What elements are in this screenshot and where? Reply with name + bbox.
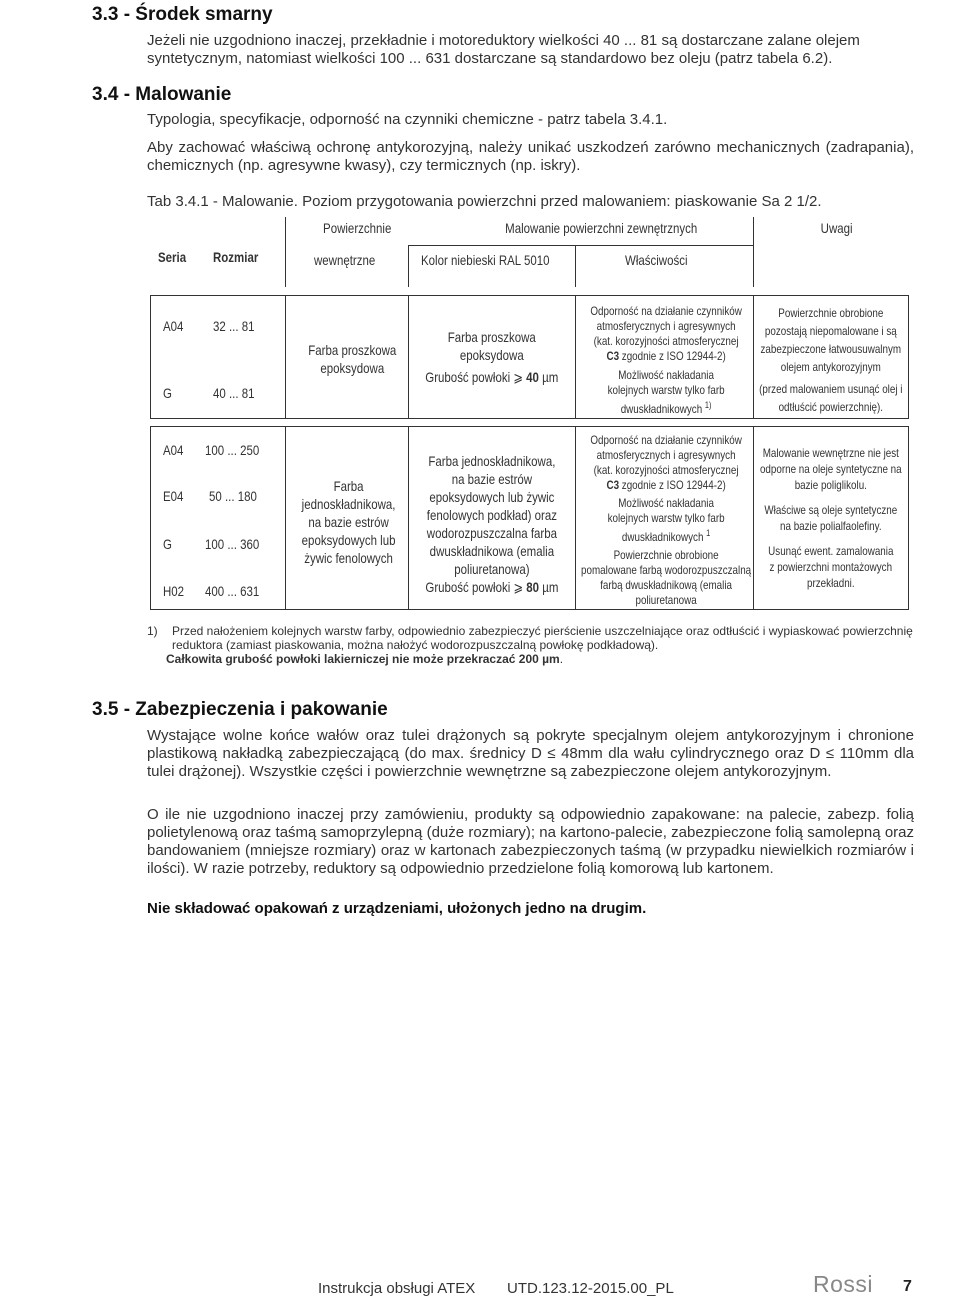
- header-malowanie: Malowanie powierzchni zewnętrznych: [505, 220, 698, 236]
- r1-external: Farba proszkowa epoksydowa Grubość powłoki ⩾ 40 µm: [425, 329, 559, 385]
- header-powierzchnie: Powierzchnie: [323, 220, 392, 236]
- r2-size-2: 50 ... 180: [209, 488, 257, 504]
- r1-size-2: 40 ... 81: [213, 385, 255, 401]
- section-3-3-heading: 3.3 - Środek smarny: [92, 4, 273, 25]
- header-seria: Seria: [158, 249, 187, 265]
- section-3-5-p3: Nie składować opakowań z urządzeniami, ułożonych jedno na drugim.: [147, 900, 647, 917]
- footnote-text: Przed nałożeniem kolejnych warstw farby, odpowiednio zabezpieczyć pierścienie uszczelniające oraz odtłuścić i wypiaskować powierzchnię reduktora (zamiast piaskowania, można nałożyć wodorozpuszczalną powłokę podkładową).: [172, 624, 913, 652]
- footnote-number: 1): [147, 624, 158, 638]
- r2-notes: Malowanie wewnętrzne nie jest odporne na oleje syntetyczne na bazie poliglikolu. Właściwe są oleje syntetyczne na bazie polialfaolefiny. Usunąć ewent. zamalowania z powierzchni montażowych przekładni.: [759, 446, 902, 590]
- section-3-3-text: Jeżeli nie uzgodniono inaczej, przekładnie i motoreduktory wielkości 40 ... 81 są dostarczane zalane olejem syntetycznym, natomiast wielkości 100 ... 631 dostarczane są standardowo bez oleju (patrz tabela 6.2).: [147, 32, 860, 67]
- section-3-5-p2: O ile nie uzgodniono inaczej przy zamówieniu, produkty są odpowiednio zapakowane: na palecie, zabezp. folią polietylenową oraz taśmą samoprzylepną (duże rozmiary); na kartono-palecie, zabezpieczone folią samolepną oraz bandowaniem (mniejsze rozmiary) oraz w kartonach zabezpieczonych taśmą (w przypadku niewielkich rozmiarów i ilości). W razie potrzeby, reduktory są odpowiednio przedzielone folią komorową lub kartonem.: [147, 806, 914, 877]
- r2-external: Farba jednoskładnikowa, na bazie estrów epoksydowych lub żywic fenolowych podkład) oraz wodorozpuszczalna farba dwuskładnikowa (emalia poliuretanowa) Grubość powłoki ⩾ 80 µm: [425, 453, 559, 595]
- footnote: [147, 624, 922, 666]
- r1-size-1: 32 ... 81: [213, 318, 255, 334]
- r1-notes: Powierzchnie obrobione pozostają niepomalowane i są zabezpieczone łatwousuwalnym olejem antykorozyjnym (przed malowaniem usunąć olej i odtłuścić powierzchnię).: [759, 306, 903, 414]
- header-rozmiar: Rozmiar: [213, 249, 259, 265]
- footnote-bold: Całkowita grubość powłoki lakierniczej nie może przekraczać 200 µm.: [166, 652, 564, 666]
- r2-series-2: E04: [163, 488, 184, 504]
- footer-doc-title: Instrukcja obsługi ATEX: [318, 1280, 476, 1297]
- r2-properties: Odporność na działanie czynników atmosferycznych i agresywnych (kat. korozyjności atmosferycznej C3 zgodnie z ISO 12944-2) Możliwość nakładania kolejnych warstw tylko farb dwuskładnikowych $^1$ Powierzchnie obrobione pomalowane farbą wodorozpuszczalną farbą dwuskładnikową (emalia poliuretanowa: [581, 433, 752, 607]
- r2-size-4: 400 ... 631: [205, 583, 260, 599]
- r1-internal: Farba proszkowa epoksydowa: [308, 342, 397, 376]
- section-3-5-heading: 3.5 - Zabezpieczenia i pakowanie: [92, 699, 388, 720]
- section-3-4-heading: 3.4 - Malowanie: [92, 84, 232, 105]
- header-wlasciwosci: Właściwości: [625, 252, 688, 268]
- section-3-4-p1: Typologia, specyfikacje, odporność na czynniki chemiczne - patrz tabela 3.4.1.: [147, 111, 668, 128]
- r2-series-3: G: [163, 536, 172, 552]
- r1-series-1: A04: [163, 318, 184, 334]
- section-3-4-p2: Aby zachować właściwą ochronę antykorozyjną, należy unikać uszkodzeń zarówno mechanicznych (zadrapania), chemicznych (np. agresywne kwasy), czy termicznych (np. iskry).: [147, 139, 914, 174]
- header-wewnetrzne: wewnętrzne: [314, 252, 376, 268]
- footer-brand-logo: Rossi: [813, 1271, 874, 1297]
- r1-properties: Odporność na działanie czynników atmosferycznych i agresywnych (kat. korozyjności atmosferycznej C3 zgodnie z ISO 12944-2) Możliwość nakładania kolejnych warstw tylko farb dwuskładnikowych $^{1)}$: [590, 304, 742, 416]
- r2-series-1: A04: [163, 442, 184, 458]
- section-3-5-p1: Wystające wolne końce wałów oraz tulei drążonych są pokryte specjalnym olejem antykorozyjnym i chronione plastikową nakładką zabezpieczającą (do max. średnicy D ≤ 48mm dla wału cylindrycznego oraz D ≤ 110mm dla tulei drążonej). Wszystkie części i powierzchnie wewnętrzne są zabezpieczone olejem antykorozyjnym.: [147, 727, 914, 780]
- header-kolor: Kolor niebieski RAL 5010: [421, 252, 550, 268]
- r2-internal: Farba jednoskładnikowa, na bazie estrów epoksydowych lub żywic fenolowych: [301, 478, 396, 566]
- footer-doc-code: UTD.123.12-2015.00_PL: [507, 1280, 674, 1297]
- r2-size-1: 100 ... 250: [205, 442, 260, 458]
- r2-series-4: H02: [163, 583, 185, 599]
- r1-series-2: G: [163, 385, 172, 401]
- footer-page-number: 7: [903, 1278, 912, 1295]
- header-uwagi: Uwagi: [820, 220, 853, 236]
- table-caption: Tab 3.4.1 - Malowanie. Poziom przygotowania powierzchni przed malowaniem: piaskowanie Sa 2 1/2.: [147, 193, 822, 210]
- r2-size-3: 100 ... 360: [205, 536, 260, 552]
